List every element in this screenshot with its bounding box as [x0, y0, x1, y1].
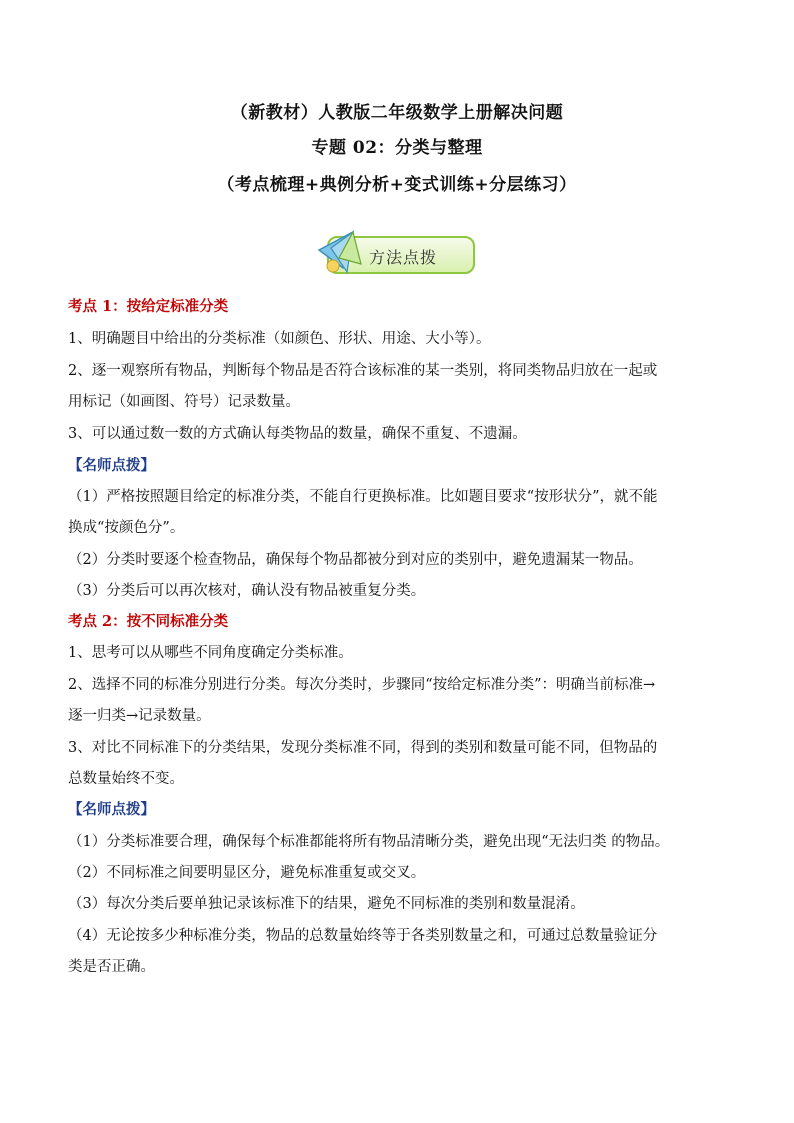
section2-tip: （1）分类标准要合理，确保每个标准都能将所有物品清晰分类，避免出现“无法归类 的物品。 — [68, 834, 670, 850]
section1-heading: 考点 1：按给定标准分类 — [68, 298, 229, 315]
section2-tip: 类是否正确。 — [68, 959, 155, 975]
badge-label: 方法点拨 — [369, 248, 438, 267]
document-subtitle-detail: （考点梳理+典例分析+变式训练+分层练习） — [217, 175, 577, 195]
section1-item: 用标记（如画图、符号）记录数量。 — [68, 394, 300, 410]
section2-item: 3、对比不同标准下的分类结果，发现分类标准不同，得到的类别和数量可能不同，但物品的 — [68, 740, 658, 756]
section2-item: 总数量始终不变。 — [68, 771, 184, 787]
section1-tip: 换成“按颜色分”。 — [68, 520, 185, 536]
section2-heading: 考点 2：按不同标准分类 — [68, 613, 229, 630]
section2-tip: （3）每次分类后要单独记录该标准下的结果，避免不同标准的类别和数量混淆。 — [68, 896, 585, 912]
section2-item: 逐一归类→记录数量。 — [68, 708, 211, 724]
section1-tip: （1）严格按照题目给定的标准分类，不能自行更换标准。比如题目要求“按形状分”，就不能 — [68, 489, 658, 505]
section1-tip: （2）分类时要逐个检查物品，确保每个物品都被分到对应的类别中，避免遗漏某一物品。 — [68, 552, 643, 568]
method-badge — [317, 228, 477, 280]
document-subtitle: 专题 02：分类与整理 — [311, 138, 483, 158]
section2-item: 2、选择不同的标准分别进行分类。每次分类时，步骤同“按给定标准分类”：明确当前标准→ — [68, 677, 656, 693]
section2-tip-heading: 【名师点拨】 — [68, 801, 155, 818]
section1-item: 1、明确题目中给出的分类标准（如颜色、形状、用途、大小等）。 — [68, 331, 491, 347]
paper-plane-icon — [317, 228, 373, 280]
document-title: （新教材）人教版二年级数学上册解决问题 — [230, 103, 564, 123]
section1-tip-heading: 【名师点拨】 — [68, 457, 155, 474]
section1-item: 2、逐一观察所有物品，判断每个物品是否符合该标准的某一类别，将同类物品归放在一起或 — [68, 363, 658, 379]
section2-tip: （2）不同标准之间要明显区分，避免标准重复或交叉。 — [68, 865, 426, 881]
section1-tip: （3）分类后可以再次核对，确认没有物品被重复分类。 — [68, 583, 426, 599]
section2-item: 1、思考可以从哪些不同角度确定分类标准。 — [68, 645, 353, 661]
section1-item: 3、可以通过数一数的方式确认每类物品的数量，确保不重复、不遗漏。 — [68, 426, 527, 442]
section2-tip: （4）无论按多少种标准分类，物品的总数量始终等于各类别数量之和，可通过总数量验证分 — [68, 928, 658, 944]
